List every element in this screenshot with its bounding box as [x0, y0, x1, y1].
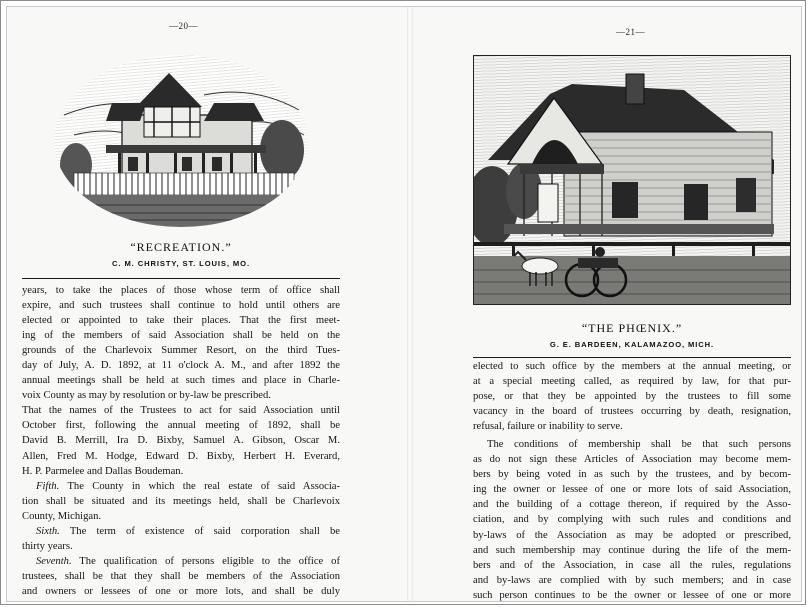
phoenix-cottage-illustration — [473, 55, 791, 305]
text-line: by-laws of the Association as may be adopted or prescribed, — [473, 529, 791, 541]
text-line: Allen, Fred M. Hodge, Edward D. Bixby, Herbert H. Everard, — [22, 450, 340, 462]
left-body-text — [22, 283, 340, 599]
text-line: pose, or that they be appointed by the trustees to fill some — [473, 391, 791, 403]
text-line: trustees, shall be that they shall be members of the Association — [22, 570, 340, 582]
text-line: ciation, and by complying with such rules and conditions and — [473, 514, 791, 526]
text-line: That the names of the Trustees to act for said Association until — [22, 405, 340, 417]
recreation-cottage-illustration — [54, 55, 308, 227]
text-line: annual meetings shall be held at such times and place in Charle- — [22, 375, 340, 387]
text-line: and such membership may continue during the life of the mem- — [473, 544, 791, 556]
page-number: —20— — [169, 21, 198, 31]
text-line: such person continues to be the owner or lessee of one or more — [473, 589, 791, 601]
text-line: The conditions of membership shall be that such persons — [487, 439, 791, 451]
text-line: elected to such office by the members at the annual meeting, or — [473, 361, 791, 372]
text-line: vacancy in the board of trustees occurring by death, resignation, — [473, 406, 791, 418]
illustration-caption-title: “THE PHŒNIX.” — [581, 321, 683, 335]
text-line: thirty years. — [22, 540, 73, 552]
caption-divider — [22, 278, 340, 279]
text-line: Fifth. The County in which the real estate of said Associa- — [36, 480, 340, 492]
text-line: and owners or lessees of one or more lots, and shall be duly — [22, 585, 340, 597]
illustration-caption-architect: G. E. BARDEEN, KALAMAZOO, MICH. — [549, 340, 715, 349]
victorian-cottage-icon — [54, 55, 308, 227]
text-line: Seventh. The qualification of persons eligible to the office of — [36, 555, 340, 567]
text-line: elected or appointed to take their places. That the first meet- — [22, 315, 340, 327]
caption-divider — [473, 357, 791, 358]
page-number: —21— — [616, 27, 645, 37]
text-line: as do not sign these Articles of Association may become mem- — [473, 454, 791, 466]
text-line: bers and of the Association, in case all the rules, regulations — [473, 559, 791, 571]
left-page — [7, 7, 407, 601]
text-line: David B. Merrill, Ira D. Bixby, Samuel A. Gibson, Oscar M. — [22, 435, 340, 447]
right-body-text — [473, 359, 791, 603]
text-line: expire, and such trustees shall continue to hold until others are — [22, 300, 340, 312]
cottage-with-horse-cart-icon — [474, 56, 790, 304]
text-line: voix County as may by resolution or by-law be prescribed. — [22, 390, 271, 402]
illustration-caption-architect: C. M. CHRISTY, ST. LOUIS, MO. — [112, 259, 250, 268]
text-line: years, to take the places of those whose term of office shall — [22, 285, 340, 296]
text-line: refusal, failure or inability to serve. — [473, 421, 623, 433]
text-line: October first, following the annual meeting of 1892, shall be — [22, 420, 340, 432]
text-line: Sixth. The term of existence of said corporation shall be — [36, 525, 340, 537]
text-line: bers by being voted in as such by the trustees, and by becom- — [473, 469, 791, 481]
text-line: H. P. Parmelee and Dallas Boudeman. — [22, 465, 184, 477]
text-line: day of July, A. D. 1892, at 11 o'clock A. M., and after 1892 the — [22, 360, 340, 372]
text-line: ing the owner or lessee of one or more lots of said Association, — [473, 484, 791, 496]
right-page — [413, 7, 803, 601]
text-line: grounds of the Charlevoix Summer Resort, on the third Tues- — [22, 345, 340, 357]
text-line: at a special meeting called, as required by law, for that pur- — [473, 376, 791, 388]
illustration-caption-title: “RECREATION.” — [130, 240, 232, 254]
book-spread — [6, 6, 802, 602]
text-line: and by-laws are complied with by such members; and in case — [473, 574, 791, 586]
text-line: ing of the members of said Association shall be held on the — [22, 330, 340, 342]
text-line: County, Michigan. — [22, 510, 102, 522]
text-line: tion shall be situated and its meetings held, shall be Charlevoix — [22, 495, 340, 507]
text-line: and the building of a cottage thereon, if required by the Asso- — [473, 499, 791, 511]
